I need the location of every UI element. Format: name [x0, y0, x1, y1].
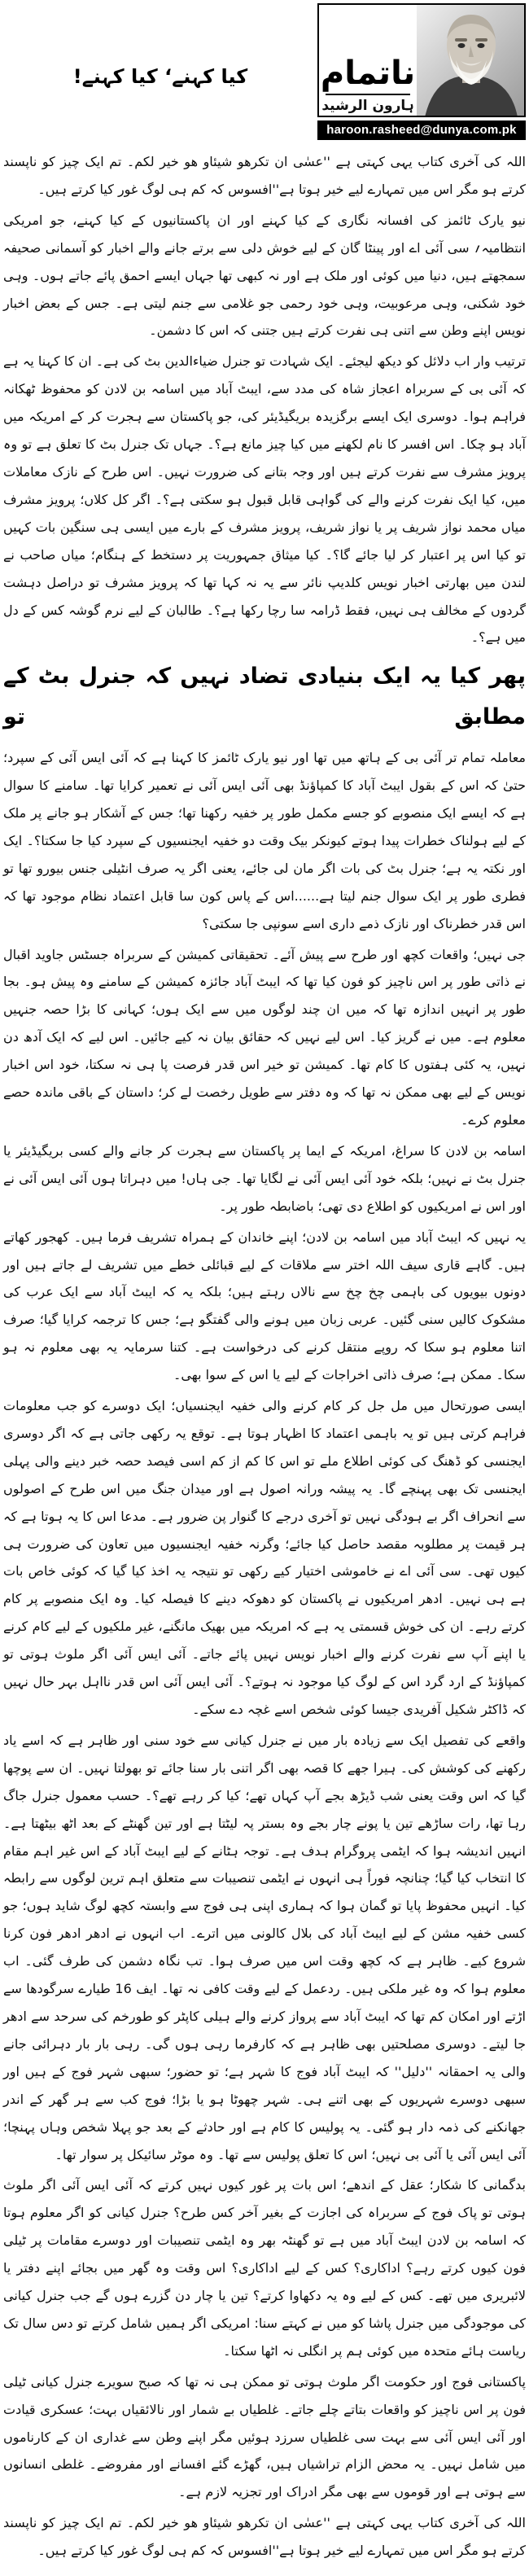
article-paragraph: معاملہ تمام تر آئی بی کے ہاتھ میں تھا اور نیو یارک ٹائمز کا کہنا ہے کہ آئی ایس آئی کے سپرد؛ حتیٰ کہ اس کے بقول ایبٹ آباد کا کمپاؤنڈ بھی آئی ایس آئی نے تعمیر کرایا تھا۔ سامنے کا سوال ہے کہ ایسے ایک منصوبے کو جسے مکمل طور پر خفیہ رکھنا تھا؛ جس کے آشکار ہو جانے پر ملک کے لیے ہولناک خطرات پیدا ہوتے کیونکر بیک وقت دو خفیہ ایجنسیوں کے سپرد کیا جا سکتا؟۔ ایک اور نکتہ یہ ہے؛ جنرل بٹ کی بات اگر مان لی جائے، یعنی اگر یہ صرف انٹیلی جنس بیورو تھا تو فطری طور پر ایک سوال جنم لیتا ہے......اس کے پاس کون سا قابل اعتماد نظام موجود تھا کہ اس قدر خطرناک اور نازک ذمے داری اسے سونپی جا سکتی؟	[3, 750, 526, 931]
article-paragraph: یہ نہیں کہ ایبٹ آباد میں اسامہ بن لادن؛ اپنے خاندان کے ہمراہ تشریف فرما ہیں۔ کھجور کھاتے ہیں۔ گاہے قاری سیف اللہ اختر سے ملاقات کے لیے قبائلی خطے میں تشریف لے جاتے ہیں اور دونوں بیویوں کی باہمی چخ چخ سے نالاں رہتے ہیں؛ بلکہ یہ کہ ایبٹ آباد سے ایک عرب کی مشکوک کالیں سنی گئیں۔ عربی زبان میں ہونے والی گفتگو ہے؛ جس کا ترجمہ کرایا گیا؛ صرف اتنا معلوم ہو سکا کہ روپے منتقل کرنے کی درخواست ہے۔ کتنا سرمایہ یہ بھی معلوم نہ ہو سکا۔ ممکن ہے؛ صرف ذاتی اخراجات کے لیے یا اس کے سوا بھی۔	[3, 1229, 526, 1383]
logo-divider	[326, 94, 410, 95]
masthead	[317, 3, 526, 142]
article-paragraph: ترتیب وار اب دلائل کو دیکھ لیجئے۔ ایک شہادت تو جنرل ضیاءالدین بٹ کی ہے۔ ان کا کہنا یہ ہے کہ آئی بی کے سربراہ اعجاز شاہ کی مدد سے، ایبٹ آباد میں اسامہ بن لادن کو محفوظ ٹھکانہ فراہم ہوا۔ دوسری ایک ایسے برگزیدہ بریگیڈیئر کی، جو پاکستان سے ہجرت کر کے امریکہ میں آباد ہو چکا۔ اس افسر کا نام لکھنے میں کیا چیز مانع ہے؟۔ جہاں تک جنرل بٹ کا تعلق ہے تو وہ پرویز مشرف سے نفرت کرتے ہیں اور وجہ بتانے کی ضرورت نہیں۔ اس طرح کے نازک معاملات میں، کیا ایک نفرت کرنے والے کی گواہی قابل قبول ہو سکتی ہے؟۔ اگر کل کلاں؛ پرویز مشرف میاں محمد نواز شریف پر یا نواز شریف، پرویز مشرف کے بارے میں ایسی ہی سنگین بات کہیں تو کیا اس پر اعتبار کر لیا جائے گا؟۔ کیا میثاق جمہوریت پر دستخط کے ہنگام؛ میاں صاحب نے لندن میں بھارتی اخبار نویس کلدیپ نائر سے یہ نہ کہا تھا کہ پرویز مشرف تو دراصل دہشت گردوں کے مخالف ہی نہیں، فقط ڈرامہ سا رچا رکھا ہے؟۔ طالبان کے لیے نرم گوشہ کس کے دل میں ہے؟۔	[3, 353, 527, 646]
article-body	[3, 148, 526, 2565]
author-photo	[417, 5, 524, 116]
author-email: haroon.rasheed@dunya.com.pk	[317, 120, 526, 140]
article-title: کیا کہنے‘ کیا کہنے!	[72, 65, 248, 88]
article-paragraph: نیو یارک ٹائمز کی افسانہ نگاری کے کیا کہنے اور ان پاکستانیوں کے کیا کہنے، جو امریکی انتظامیہ؍ سی آئی اے اور پینٹا گان کے لیے خوش دلی سے برتے جانے والے اخبار کو آسمانی صحیفہ سمجھتے ہیں، دنیا میں کوئی اور ملک ہے اور نہ کبھی تھا جہاں ایسے احمق پائے جاتے ہوں۔ وہی خود شکنی، وہی مرعوبیت، وہی خود رحمی جو غلامی سے جنم لیتی ہے۔ جس کے بعض اخبار نویس اپنے وطن سے اتنی ہی نفرت کرتے ہیں جتنی کہ اس کا دشمن۔	[3, 212, 526, 339]
column-header	[3, 3, 526, 142]
article-paragraph: ایسی صورتحال میں مل جل کر کام کرنے والی خفیہ ایجنسیاں؛ ایک دوسرے کو جب معلومات فراہم کرتی ہیں تو یہ باہمی اعتماد کا اظہار ہوتا ہے۔ توقع یہ رکھی جاتی ہے کہ اگر دوسری ایجنسی کو ڈھنگ کی کوئی اطلاع ملے تو اس کا کم از کم اسی فیصد حصہ خبر دینے والی پہلی ایجنسی تک بھی پہنچے گا۔ یہ پیشہ ورانہ اصول ہے اور میدان جنگ میں اس طرح کے اصولوں سے انحراف اگر بے ہودگی نہیں تو آخری درجے کا گنوار پن ضرور ہے۔ مدعا اس کا یہ ہوتا ہے کہ ہر قیمت پر مطلوبہ مقصد حاصل کیا جائے؛ وگرنہ خفیہ ایجنسیوں میں تعاون کی ضرورت ہی کیوں تھی۔ سی آئی اے نے خاموشی اختیار کیے رکھی تو نتیجہ یہ اخذ کیا گیا کہ کوئی خاص بات ہے ہی نہیں۔ ادھر امریکیوں نے پاکستان کو دھوکہ دینے کا فیصلہ کیا۔ وہ ایک منصوبے پر کام کرتے رہے۔ ان کی خوش قسمتی یہ ہے کہ امریکہ میں بھیک مانگنے، غیر ملکیوں کے لیے کام کرنے یا اپنے آپ سے نفرت کرنے والے اخبار نویس نہیں پائے جاتے۔ آئی ایس آئی اگر ملوث ہوتی تو کمپاؤنڈ کے ارد گرد اس کے لوگ کیا موجود نہ ہوتے؟۔ آئی ایس آئی اس قدر نااہل بہر حال نہیں کہ ڈاکٹر شکیل آفریدی جیسا کوئی شخص اسے غچہ دے سکے۔	[3, 1398, 526, 1717]
article-paragraph: اللہ کی آخری کتاب یہی کہتی ہے ''عسٰی ان تکرھو شیئاو ھو خیر لکم۔ تم ایک چیز کو ناپسند کرتے ہو مگر اس میں تمہارے لیے خیر ہوتا ہے''افسوس کہ کم ہی لوگ غور کیا کرتے ہیں۔	[3, 2515, 526, 2559]
article-paragraph: اسامہ بن لادن کا سراغ، امریکہ کے ایما پر پاکستان سے ہجرت کر جانے والے کسی بریگیڈیئر یا جنرل بٹ نے نہیں؛ بلکہ خود آئی ایس آئی نے لگایا تھا۔ جی ہاں! میں دہراتا ہوں آئی ایس آئی نے اور اس نے امریکیوں کو اطلاع دی تھی؛ باضابطہ طور پر۔	[3, 1142, 526, 1214]
article-paragraph: واقعے کی تفصیل ایک سے زیادہ بار میں نے جنرل کیانی سے خود سنی اور ظاہر ہے کہ اسے یاد رکھنے کی کوشش کی۔ ہیرا جھے کا قصہ بھی اگر اتنی بار سنا جائے تو بھولتا نہیں۔ ان سے پوچھا گیا کہ اس وقت یعنی شب ڈیڑھ بجے آپ کہاں تھے؛ کیا کر رہے تھے؟۔ حسب معمول جنرل جاگ رہا تھا، رات ساڑھے تین یا پونے چار بجے وہ بستر پہ لیٹتا ہے اور تین گھنٹے کے بعد اٹھ بیٹھتا ہے۔ انہیں اندیشہ ہوا کہ ایٹمی پروگرام ہدف ہے۔ توجہ ہٹانے کے لیے ایبٹ آباد کے اس غیر اہم مقام کا انتخاب کیا گیا؛ چنانچہ فوراً ہی انہوں نے ایٹمی تنصیبات سے متعلق اہم ترین لوگوں سے رابطہ کیا۔ انہیں محفوظ پایا تو گمان ہوا کہ ہماری اپنی ہی فوج سے وابستہ کچھ لوگ شاید ہوں؛ جو کسی خفیہ مشن کے لیے ایبٹ آباد کی بلال کالونی میں اترے۔ اب انہوں نے ادھر ادھر فون کرنا شروع کیے۔ ظاہر ہے کہ کچھ وقت اس میں صرف ہوا۔ تب نگاہ دشمن کی طرف گئی۔ اب معلوم ہوا کہ وہ غیر ملکی ہیں۔ ردعمل کے لیے وقت کافی نہ تھا۔ ایف 16 طیارے سرگودھا سے اڑتے اور امکان کم تھا کہ ایبٹ آباد سے پرواز کرنے والے ہیلی کاپٹر کو طورخم کی سرحد سے ادھر جا لیتے۔ دوسری مصلحتیں بھی ظاہر ہے کہ کارفرما رہی ہوں گی۔ رہی بار بار دہرائی جانے والی یہ احمقانہ ''دلیل'' کہ ایبٹ آباد فوج کا شہر ہے؛ تو حضور؛ سبھی شہر فوج کے ہیں اور سبھی دوسرے شہریوں کے بھی اتنے ہی۔ شہر چھوٹا ہو یا بڑا؛ فوج کب سے ہر گھر کے اندر جھانکنے کی ذمہ دار ہو گئی۔ یہ پولیس کا کام ہے اور حادثے کے بعد جو پہلا شخص وہاں پہنچا؛ آئی ایس آئی یا آئی بی نہیں؛ اس کا تعلق پولیس سے تھا۔ وہ موٹر سائیکل پر سوار تھا۔	[3, 1732, 526, 2162]
title-zone	[3, 3, 317, 142]
masthead-box	[317, 3, 526, 117]
masthead-title-column	[319, 5, 417, 116]
column-logo-title: ناتمام	[320, 55, 416, 92]
article-paragraph: بدگمانی کا شکار؛ عقل کے اندھے؛ اس بات پر غور کیوں نہیں کرتے کہ آئی ایس آئی اگر ملوث ہوتی تو پاک فوج کے سربراہ کی اجازت کے بغیر آخر کس طرح؟ جنرل کیانی کو اگر معلوم ہوتا کہ اسامہ بن لادن ایبٹ آباد میں ہے تو گھنٹہ بھر وہ ایٹمی تنصیبات اور دوسرے مقامات پر ٹیلی فون کیوں کرتے رہے؟ اداکاری؟ کس کے لیے اداکاری؟ اس وقت وہ گھر میں بجائے اپنے دفتر یا لائبریری میں تھے۔ کس کے لیے وہ یہ دکھاوا کرتے؟ تین یا چار دن گزرے ہوں گے جب جنرل کیانی کی موجودگی میں جنرل پاشا کو میں نے کہتے سنا: امریکی اگر ہمیں شامل کرتے تو دس سال تک ریاست ہائے متحدہ میں کوئی ہم پر انگلی نہ اٹھا سکتا۔	[3, 2177, 526, 2359]
article-paragraph: جی نہیں؛ واقعات کچھ اور طرح سے پیش آئے۔ تحقیقاتی کمیشن کے سربراہ جسٹس جاوید اقبال نے ذاتی طور پر اس ناچیز کو فون کیا تھا کہ ایبٹ آباد جائزہ کمیشن کے سامنے وہ پیش ہو۔ بجا طور پر انہیں اندازہ تھا کہ میں ان چند لوگوں میں سے ایک ہوں؛ کہانی کا بڑا حصہ جنہیں معلوم ہے۔ میں نے گریز کیا۔ اس لیے نہیں کہ حقائق بیان نہ کیے جائیں۔ اس لیے کہ ایک آدھ دن نہیں، یہ کئی ہفتوں کا کام تھا۔ کمیشن تو خیر اس قدر فرصت پا ہی نہ سکتا، خود اس اخبار نویس کے لیے بھی ممکن نہ تھا کہ وہ دفتر سے طویل رخصت لے کر؛ داستان کے باقی ماندہ حصے معلوم کرے۔	[3, 946, 526, 1128]
article-paragraph: پاکستانی فوج اور حکومت اگر ملوث ہوتی تو ممکن ہی نہ تھا کہ صبح سویرے جنرل کیانی ٹیلی فون پر اس ناچیز کو واقعات بتاتے چلے جاتے۔ غلطیاں بے شمار اور نالائقیاں بہت؛ عسکری قیادت اور آئی ایس آئی سے بہت سی غلطیاں سرزد ہوئیں مگر اپنے وطن سے غداری ان کے کارناموں میں شامل نہیں۔ یہ محض الزام تراشیاں ہیں، گھڑے گئے افسانے اور مفروضے۔ غلطی انسانوں سے ہوتی ہے اور قوموں سے بھی مگر ادراک اور تجزیہ لازم ہے۔	[3, 2373, 526, 2500]
article-paragraph: اللہ کی آخری کتاب یہی کہتی ہے ''عسٰی ان تکرھو شیئاو ھو خیر لکم۔ تم ایک چیز کو ناپسند کرتے ہو مگر اس میں تمہارے لیے خیر ہوتا ہے''افسوس کہ کم ہی لوگ غور کیا کرتے ہیں۔	[3, 154, 526, 197]
author-name: ہارون الرشید	[321, 98, 414, 114]
pull-quote: پھر کیا یہ ایک بنیادی تضاد نہیں کہ جنرل بٹ کے مطابق تو	[3, 664, 526, 730]
